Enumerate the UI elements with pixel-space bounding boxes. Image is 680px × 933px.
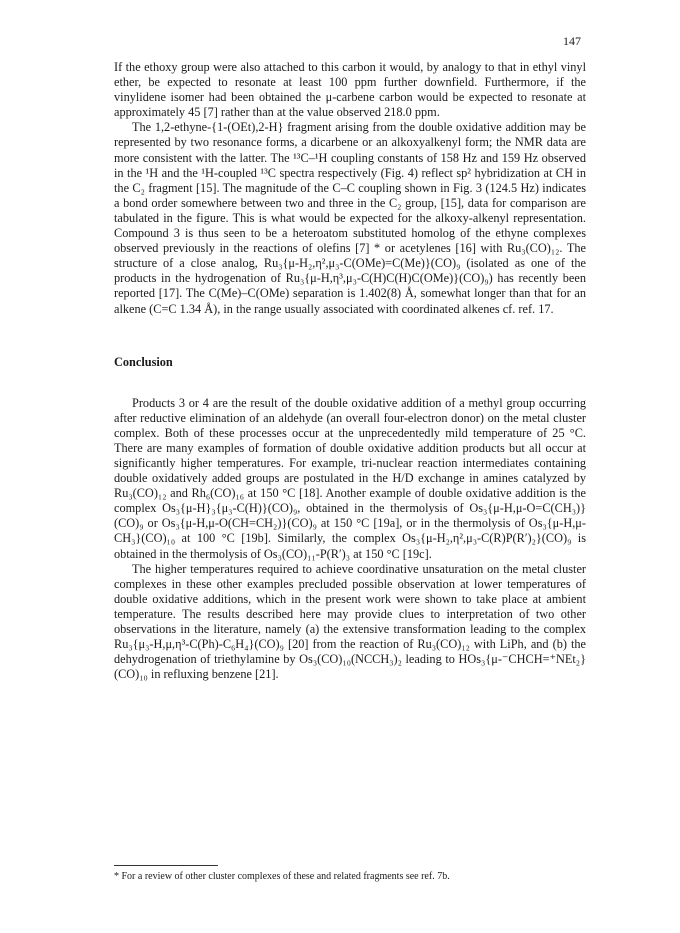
section-heading-conclusion: Conclusion bbox=[114, 354, 173, 369]
page-number: 147 bbox=[563, 34, 581, 48]
conclusion-paragraph-2: The higher temperatures required to achieve coordinative unsaturation on the metal cluster complexes in these other examples precluded possible observation at lower temperatures of double oxidative additions, which in the present work were shown to take place at ambient temperature. The results described here may provide clues to interpretation of two other observations in the literature, namely (a) the extensive transformation leading to the complex Ru₃{μ₃-H,μ,η³-C(Ph)-C₆H₄}(CO)₉ [20] from the reaction of Ru₃(CO)₁₂ with LiPh, and (b) the dehydrogenation of triethylamine by Os₃(CO)₁₀(NCCH₃)₂ leading to HOs₃{μ-⁻CHCH=⁺NEt₂}(CO)₁₀ in refluxing benzene [21]. bbox=[114, 561, 586, 682]
article-body bbox=[114, 60, 586, 682]
footnote: * For a review of other cluster complexes of these and related fragments see ref. 7b. bbox=[114, 871, 450, 882]
body-paragraph-1: If the ethoxy group were also attached to this carbon it would, by analogy to that in ethyl vinyl ether, be expected to resonate at least 100 ppm further downfield. Furthermore, if the vinylidene isomer had been obtained the μ-carbene carbon would be expected to resonate at approximately 45 [7] rather than at the value observed 218.0 ppm. bbox=[114, 60, 586, 120]
footnote-divider bbox=[114, 865, 218, 866]
body-paragraph-2: The 1,2-ethyne-{1-(OEt),2-H} fragment arising from the double oxidative addition may be represented by two resonance forms, a dicarbene or an alkoxyalkenyl form; the NMR data are more consistent with the latter. The ¹³C–¹H coupling constants of 158 Hz and 159 Hz observed in the ¹H and the ¹H-coupled ¹³C spectra respectively (Fig. 4) reflect sp² hybridization at CH in the C₂ fragment [15]. The magnitude of the C–C coupling shown in Fig. 3 (124.5 Hz) indicates a bond order somewhere between two and three in the C₂ group, [15], data for comparison are tabulated in the figure. This is what would be expected for the alkoxy-alkenyl representation. Compound 3 is thus seen to be a heteroatom substituted homolog of the ethyne complexes observed previously in the reactions of olefins [7] * or acetylenes [16] with Ru₃(CO)₁₂. The structure of a close analog, Ru₃{μ-H₂,η²,μ₃-C(OMe)=C(Me)}(CO)₉ (isolated as one of the products in the hydrogenation of Ru₃{μ-H,η³,μ₃-C(H)C(H)C(OMe)}(CO)₉) has recently been reported [17]. The C(Me)–C(OMe) separation is 1.402(8) Å, somewhat longer than that for an alkene (C=C 1.34 Å), in the range usually associated with coordinated alkenes cf. ref. 17. bbox=[114, 120, 586, 316]
conclusion-paragraph-1: Products 3 or 4 are the result of the double oxidative addition of a methyl group occurring after reductive elimination of an aldehyde (an overall four-electron donor) on the metal cluster complex. Both of these processes occur at the unprecedentedly mild temperature of 25 °C. There are many examples of formation of double oxidative addition products but all occur at significantly higher temperatures. For example, tri-nuclear reaction intermediates containing double oxidatively added groups are postulated in the H/D exchange in amines catalyzed by Ru₃(CO)₁₂ and Rh₆(CO)₁₆ at 150 °C [18]. Another example of double oxidative addition is the complex Os₃{μ-H}₃{μ₃-C(H)}(CO)₉, obtained in the thermolysis of Os₃{μ-H,μ-O=C(CH₃)}(CO)₉ or Os₃{μ-H,μ-O(CH=CH₂)}(CO)₉ at 150 °C [19a], or in the thermolysis of Os₃{μ-H,μ-CH₃}(CO)₁₀ at 100 °C [19b]. Similarly, the complex Os₃{μ-H₂,η²,μ₃-C(R)P(R′)₂}(CO)₉ is obtained in the thermolysis of Os₃(CO)₁₁-P(R′)₃ at 150 °C [19c]. bbox=[114, 395, 586, 561]
